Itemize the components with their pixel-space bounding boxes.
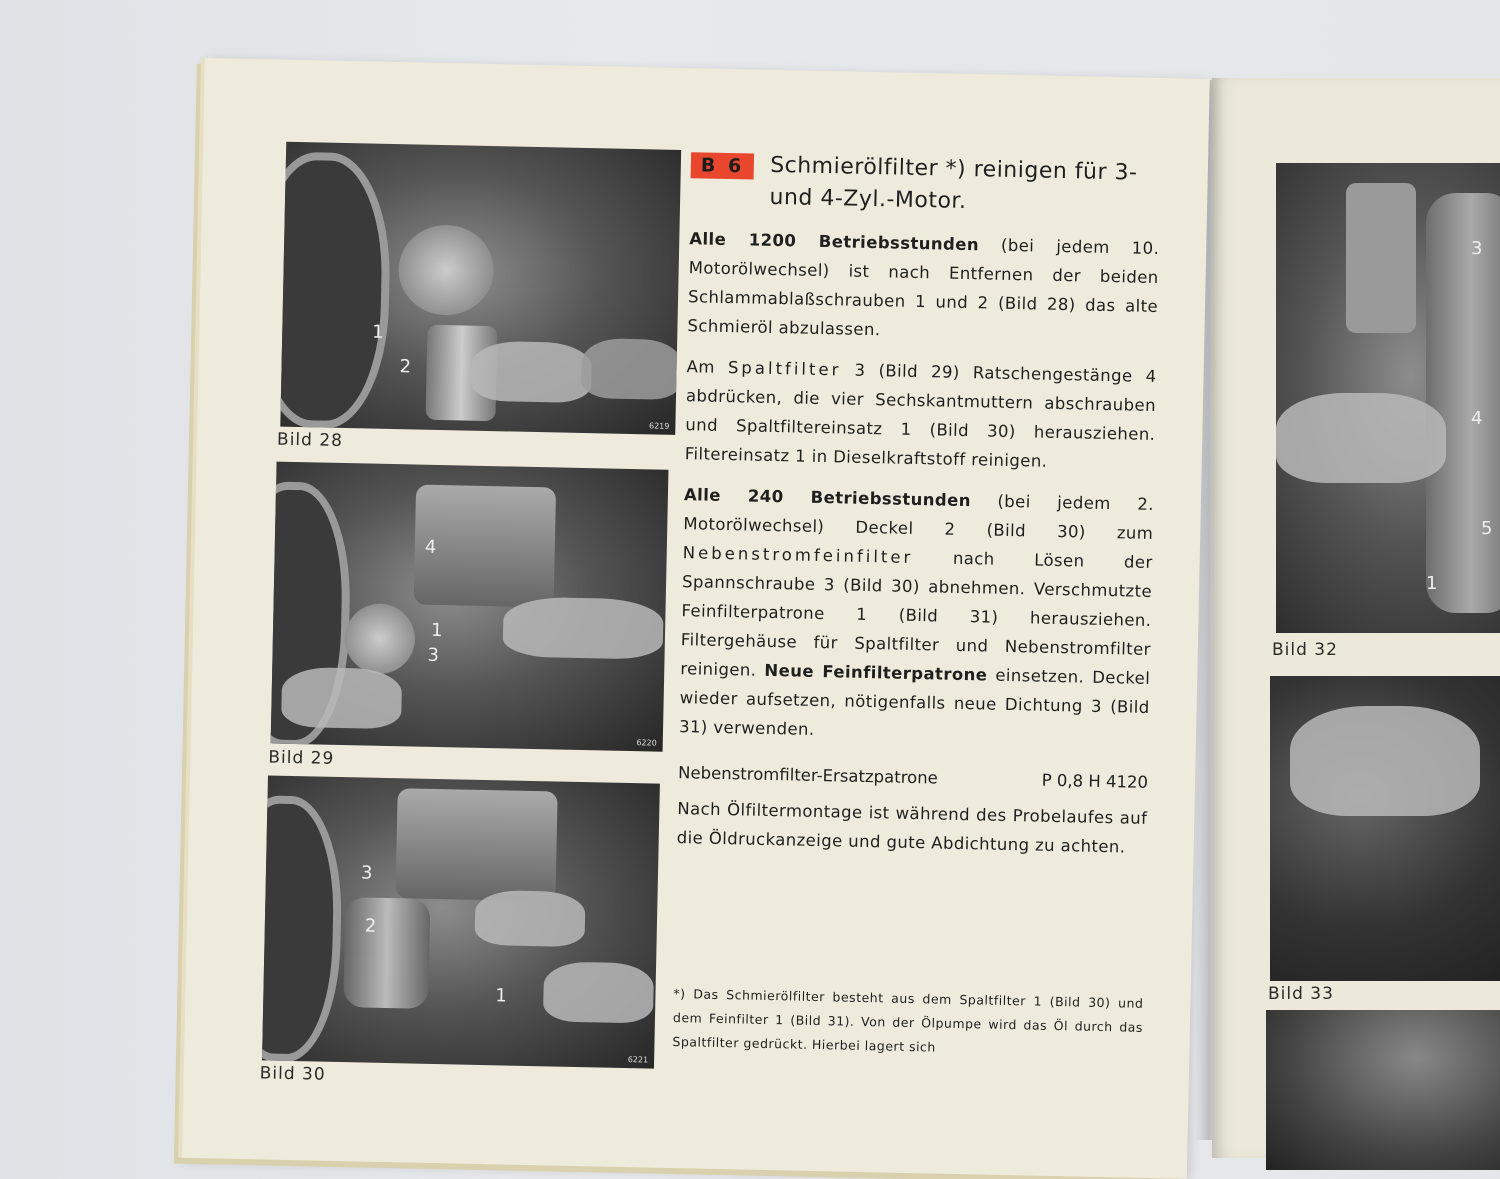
term-spaltfilter: Spaltfilter bbox=[727, 358, 842, 380]
photo-code: 6219 bbox=[648, 421, 670, 431]
section-title: Schmierölfilter *) reinigen für 3- und 4-Zyl.-Motor. bbox=[769, 152, 1138, 214]
flywheel bbox=[262, 795, 344, 1063]
part-label: 4 bbox=[1471, 408, 1483, 429]
paragraph-montage: Nach Ölfiltermontage ist während des Probelaufes auf die Öldruckanzeige und gute Abdichtung zu achten. bbox=[676, 799, 1148, 857]
spare-part-name: Nebenstromfilter-Ersatzpatrone bbox=[677, 763, 939, 788]
right-page bbox=[1212, 78, 1500, 1158]
spare-part-number: P 0,8 H 4120 bbox=[1041, 770, 1149, 792]
photo-bild-34 bbox=[1266, 1010, 1500, 1170]
hand bbox=[1290, 706, 1480, 816]
term-nebenstromfeinfilter: Nebenstromfeinfilter bbox=[682, 543, 914, 567]
spare-part-row bbox=[678, 763, 1148, 792]
paragraph-text: (bei jedem 10. Motorölwechsel) ist nach Entfernen der beiden Schlammablaßschrauben 1 und 2 (Bild 28) das alte Schmieröl abzulassen. bbox=[687, 235, 1160, 340]
paragraph-text: Am bbox=[686, 357, 729, 378]
hand bbox=[503, 596, 664, 659]
section-heading bbox=[690, 148, 1161, 222]
photo-bild-32 bbox=[1276, 163, 1500, 633]
paragraph-text: (bei jedem 2. Motorölwechsel) Deckel 2 (Bild 30) zum bbox=[683, 491, 1155, 543]
photo-caption: Bild 32 bbox=[1272, 640, 1338, 660]
filter-canister bbox=[1346, 183, 1416, 333]
flywheel bbox=[280, 151, 392, 430]
injection-pump bbox=[395, 788, 557, 901]
hand bbox=[474, 890, 585, 947]
part-label: 5 bbox=[1481, 518, 1493, 539]
photo-bild-33 bbox=[1270, 676, 1500, 981]
paragraph-text: einsetzen. Deckel wieder aufsetzen, nötigenfalls neue Dichtung 3 (Bild 31) verwenden. bbox=[678, 665, 1151, 739]
photo-code: 6220 bbox=[636, 738, 657, 748]
hand bbox=[471, 341, 592, 403]
part-label: 1 bbox=[372, 321, 384, 343]
photo-caption: Bild 33 bbox=[1268, 984, 1334, 1004]
interval-1200: Alle 1200 Betriebsstunden bbox=[689, 229, 980, 255]
paragraph-1200h bbox=[687, 224, 1159, 350]
photo-caption: Bild 30 bbox=[259, 1063, 326, 1085]
photo-bild-30 bbox=[262, 775, 660, 1068]
photo-bild-29 bbox=[271, 462, 669, 752]
part-label: 2 bbox=[399, 356, 412, 378]
part-label: 1 bbox=[430, 619, 443, 642]
filter-housing bbox=[1426, 193, 1500, 613]
paragraph-240h bbox=[679, 480, 1154, 751]
photo-bild-28 bbox=[280, 142, 681, 435]
part-label: 3 bbox=[1471, 238, 1483, 259]
filter-housing bbox=[398, 224, 495, 316]
part-label: 1 bbox=[1426, 573, 1438, 594]
interval-240: Alle 240 Betriebsstunden bbox=[683, 485, 972, 511]
footnote: *) Das Schmierölfilter besteht aus dem Spaltfilter 1 (Bild 30) und dem Feinfilter 1 (Bild 31). Von der Ölpumpe wird das Öl durch das Spaltfilter gedrückt. Hierbei lagert sich bbox=[672, 986, 1144, 1055]
left-page bbox=[182, 58, 1210, 1179]
paragraph-text: 3 (Bild 29) Ratschengestänge 4 abdrücken, die vier Sechskantmuttern abschrauben und Spaltfiltereinsatz 1 (Bild 30) herausziehen. Filtereinsatz 1 in Dieselkraftstoff reinigen. bbox=[684, 360, 1157, 471]
term-feinfilterpatrone: Neue Feinfilterpatrone bbox=[764, 660, 988, 685]
text-column bbox=[672, 148, 1161, 1076]
section-badge: B 6 bbox=[691, 152, 755, 179]
photo-caption: Bild 28 bbox=[276, 429, 344, 451]
filter-housing bbox=[343, 897, 430, 1009]
part-label: 3 bbox=[427, 644, 440, 667]
part-label: 1 bbox=[495, 985, 508, 1007]
hand bbox=[1276, 393, 1446, 483]
paragraph-spaltfilter bbox=[685, 352, 1157, 478]
hand bbox=[281, 667, 402, 729]
arm bbox=[581, 338, 681, 400]
photo-caption: Bild 29 bbox=[268, 747, 335, 769]
photo-code: 6221 bbox=[627, 1055, 649, 1065]
part-label: 2 bbox=[364, 915, 377, 937]
filter-housing bbox=[344, 603, 415, 674]
part-label: 3 bbox=[360, 862, 373, 884]
hand bbox=[543, 961, 654, 1023]
paragraph-text: nach Lösen der Spannschraube 3 (Bild 30) abnehmen. Verschmutzte Feinfilterpatrone 1 (Bild 31) herausziehen. Filtergehäuse für Spaltfilter und Nebenstromfilter reinigen. bbox=[680, 547, 1153, 680]
part-label: 4 bbox=[424, 536, 437, 558]
